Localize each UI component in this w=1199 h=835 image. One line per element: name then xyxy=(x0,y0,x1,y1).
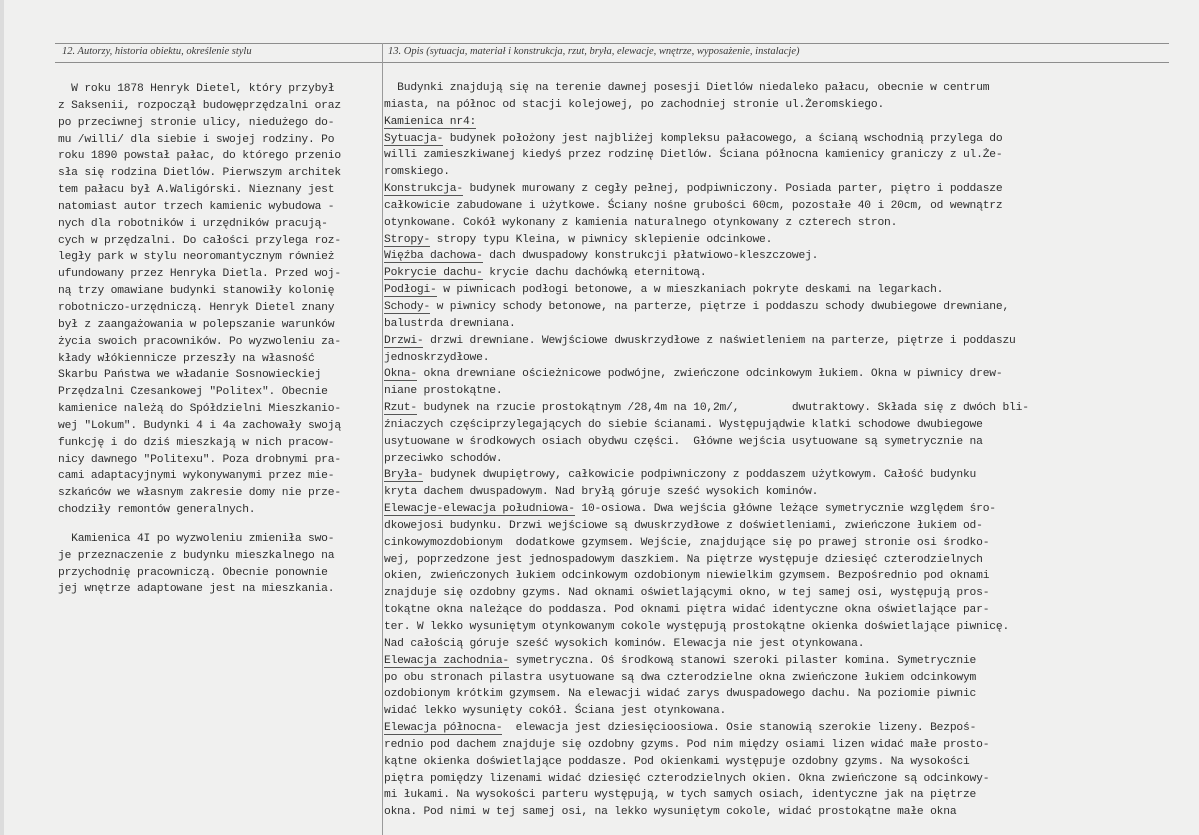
description-line xyxy=(384,787,1029,804)
description-line xyxy=(384,434,1029,451)
history-line: Kamienica 4I po wyzwoleniu zmieniła swo- xyxy=(58,532,335,545)
description-line xyxy=(384,737,1029,754)
description-text: mi łukami. Na wysokości parteru występują, w tych samych osiach, identyczne jak na piętrze xyxy=(384,789,977,802)
history-line: chodziły remontów generalnych. xyxy=(58,504,256,517)
history-line: ną trzy omawiane budynki stanowiły kolonię xyxy=(58,285,335,298)
section-label: Elewacje-elewacja południowa- xyxy=(384,503,575,516)
description-text: willi zamieszkiwanej kiedyś przez rodzinę Dietlów. Ściana północna kamienicy graniczy z ul.Że- xyxy=(384,149,1003,162)
history-line: tem pałacu był A.Waligórski. Nieznany jest xyxy=(58,184,335,197)
description-line xyxy=(384,181,1029,198)
description-text: krycie dachu dachówką eternitową. xyxy=(482,267,707,280)
description-line xyxy=(384,754,1029,771)
history-line: nicy dawnego "Politexu". Poza drobnymi pra- xyxy=(58,453,341,466)
description-text: jednoskrzydłowe. xyxy=(384,351,490,364)
description-text: budynek na rzucie prostokątnym /28,4m na 10,2m/, dwutraktowy. Składa się z dwóch bli- xyxy=(416,402,1029,415)
history-line: Przędzalni Czesankowej "Politex". Obecnie xyxy=(58,386,328,399)
description-line xyxy=(384,501,1029,518)
description-line xyxy=(384,232,1029,249)
history-line: sła się rodzina Dietlów. Pierwszym architek xyxy=(58,167,341,180)
description-line xyxy=(384,585,1029,602)
history-line: wej "Lokum". Budynki 4 i 4a zachowały swoją xyxy=(58,419,341,432)
history-line: ufundowany przez Henryka Dietla. Przed woj- xyxy=(58,268,341,281)
description-text: okna drewniane ościeżnicowe podwójne, zwieńczone odcinkowym łukiem. Okna w piwnicy drew- xyxy=(416,368,1003,381)
section-label: Kamienica nr4: xyxy=(384,115,477,128)
section-label: Pokrycie dachu- xyxy=(384,267,483,280)
description-text: usytuowane w środkowych osiach obydwu części. Główne wejścia usytuowane są symetrycznie na xyxy=(384,435,983,448)
history-line: cami adaptacyjnymi wykonywanymi przez mie- xyxy=(58,470,335,483)
description-line xyxy=(384,114,1029,131)
description-text: miasta, na północ od stacji kolejowej, po zachodniej stronie ul.Żeromskiego. xyxy=(384,98,885,111)
description-line xyxy=(384,568,1029,585)
description-line xyxy=(384,686,1029,703)
description-text: budynek murowany z cegły pełnej, podpiwniczony. Posiada parter, piętro i poddasze xyxy=(462,183,1003,196)
history-line: nych dla robotników i urzędników pracują- xyxy=(58,217,328,230)
history-line: legły park w stylu neoromantycznym również xyxy=(58,251,335,264)
description-text: 10-osiowa. Dwa wejścia główne leżące symetrycznie względem śro- xyxy=(574,503,996,516)
description-line xyxy=(384,720,1029,737)
description-text: budynek położony jest najbliżej kompleksu pałacowego, a ścianą wschodnią przylega do xyxy=(443,132,1003,145)
description-line xyxy=(384,400,1029,417)
section-label: Bryła- xyxy=(384,469,424,482)
section-label: Elewacja zachodnia- xyxy=(384,654,510,667)
description-text: elewacja jest dziesięcioosiowa. Osie stanowią szerokie lizeny. Bezpoś- xyxy=(502,722,977,735)
history-line: cych w przędzalni. Do całości przylega roz- xyxy=(58,234,341,247)
column-divider xyxy=(382,43,383,835)
section-label: Konstrukcja- xyxy=(384,183,463,196)
description-text: Nad całością góruje sześć wysokich kominów. Elewacja nie jest otynkowana. xyxy=(384,637,865,650)
description-line xyxy=(384,467,1029,484)
description-text: Budynki znajdują się na terenie dawnej posesji Dietlów niedaleko pałacu, obecnie w centrum xyxy=(384,82,990,94)
description-text: stropy typu Kleina, w piwnicy sklepienie odcinkowe. xyxy=(430,233,773,246)
history-line: Skarbu Państwa we władanie Sosnowieckiej xyxy=(58,369,322,382)
history-line: po przeciwnej stronie ulicy, niedużego do- xyxy=(58,116,335,129)
paragraph-gap xyxy=(58,519,341,531)
description-text: widać lekko wysunięty cokół. Ściana jest otynkowana. xyxy=(384,705,727,718)
description-line xyxy=(384,484,1029,501)
section-label: Stropy- xyxy=(384,233,431,246)
history-line: był z zaangażowania w polepszanie warunków xyxy=(58,318,335,331)
history-line: W roku 1878 Henryk Dietel, który przybył xyxy=(58,83,335,95)
section-label: Więźba dachowa- xyxy=(384,250,483,263)
description-text: drzwi drewniane. Wewjściowe dwuskrzydłowe z naświetleniem na parterze, piętrze i poddaszu xyxy=(423,334,1016,347)
description-line xyxy=(384,366,1029,383)
history-line: przychodnię pracowniczą. Obecnie ponownie xyxy=(58,566,328,579)
history-line: robotniczo-urzędniczą. Henryk Dietel znany xyxy=(58,301,335,314)
history-line: z Saksenii, rozpoczął budowęprzędzalni oraz xyxy=(58,99,341,112)
description-line xyxy=(384,804,1029,821)
description-line xyxy=(384,703,1029,720)
description-line xyxy=(384,147,1029,164)
description-line xyxy=(384,248,1029,265)
description-text: wej, poprzedzone jest jednospadowym daszkiem. Na piętrze występuje dziesięć czterodzielnych xyxy=(384,553,983,566)
description-line xyxy=(384,451,1029,468)
history-line: natomiast autor trzech kamienic wybudowa - xyxy=(58,200,335,213)
description-text: przeciwko schodów. xyxy=(384,452,503,465)
section-label: Elewacja północna- xyxy=(384,722,503,735)
description-text: ozdobionym krótkim gzymsem. Na elewacji widać zarys dwuspadowego dachu. Na poziomie piwnic xyxy=(384,688,977,701)
description-line xyxy=(384,350,1029,367)
description-line xyxy=(384,164,1029,181)
description-line xyxy=(384,417,1029,434)
section-label: Rzut- xyxy=(384,402,417,415)
section-label: Schody- xyxy=(384,300,431,313)
description-text: cinkowymozdobionym dodatkowe gzymsem. Wejście, znajdujące się po prawej stronie osi środko- xyxy=(384,536,990,549)
description-text: otynkowane. Cokół wykonany z kamienia naturalnego otynkowany z czterech stron. xyxy=(384,216,898,229)
description-line xyxy=(384,535,1029,552)
description-text: znajduje się ozdobny gzyms. Nad oknami oświetlającymi okno, w tej samej osi, występują pros- xyxy=(384,587,990,600)
section-label: Okna- xyxy=(384,368,417,381)
description-line xyxy=(384,299,1029,316)
description-line xyxy=(384,316,1029,333)
description-text: okna. Pod nimi w tej samej osi, na lekko wysuniętym cokole, widać prostokątne małe okna xyxy=(384,806,957,819)
description-line xyxy=(384,771,1029,788)
description-line xyxy=(384,97,1029,114)
description-line xyxy=(384,80,1029,97)
section-label: Drzwi- xyxy=(384,334,424,347)
description-line xyxy=(384,215,1029,232)
description-line xyxy=(384,552,1029,569)
description-text: dkowejosi budynku. Drzwi wejściowe są dwuskrzydłowe z doświetleniami, zwieńczone łukiem od- xyxy=(384,519,983,532)
description-line xyxy=(384,670,1029,687)
description-text: tokątne okna należące do poddasza. Pod oknami piętra widać identyczne okna oświetlające par- xyxy=(384,604,990,617)
description-line xyxy=(384,602,1029,619)
history-line: kamienice należą do Spółdzielni Mieszkanio- xyxy=(58,403,341,416)
history-line: jej wnętrze adaptowane jest na mieszkania. xyxy=(58,583,335,596)
description-line xyxy=(384,333,1029,350)
description-text: dach dwuspadowy konstrukcji płatwiowo-kleszczowej. xyxy=(482,250,819,263)
history-line: je przeznaczenie z budynku mieszkalnego na xyxy=(58,549,335,562)
description-text: okien, zwieńczonych łukiem odcinkowym ozdobionym niewielkim gzymsem. Bezpośrednio pod oknami xyxy=(384,570,990,583)
header-bottom-rule xyxy=(55,62,1169,63)
description-text: symetryczna. Oś środkową stanowi szeroki pilaster komina. Symetrycznie xyxy=(509,654,977,667)
description-text: kątne okienka doświetlające poddasze. Pod okienkami występuje ozdobny gzyms. Na wysokości xyxy=(384,755,970,768)
history-line: mu /willi/ dla siebie i swojej rodziny. Po xyxy=(58,133,335,146)
description-text: całkowicie zabudowane i użytkowe. Ściany nośne grubości 60cm, pozostałe 40 i 20cm, od wewnątrz xyxy=(384,199,1003,212)
description-text: w piwnicy schody betonowe, na parterze, piętrze i poddaszu schody dwubiegowe drewniane, xyxy=(430,300,1010,313)
description-line xyxy=(384,518,1029,535)
description-line xyxy=(384,131,1029,148)
description-text: źniaczych częściprzylegających do siebie ścianami. Występujądwie klatki schodowe dwubiegowe xyxy=(384,418,983,431)
history-line: kłady włókiennicze przeszły na własność xyxy=(58,352,315,365)
section-label: Sytuacja- xyxy=(384,132,444,145)
description-text: ter. W lekko wysuniętym otynkowanym cokole występują prostokątne okienka doświetlające piwnicę. xyxy=(384,621,1010,633)
description-line xyxy=(384,619,1029,636)
history-line: funkcję i do dziś mieszkają w nich pracow- xyxy=(58,436,335,449)
section-13-heading: 13. Opis (sytuacja, materiał i konstrukcja, rzut, bryła, elewacje, wnętrze, wyposażenie, instalacje) xyxy=(388,46,800,57)
history-column xyxy=(58,81,341,598)
scan-edge xyxy=(0,0,4,835)
header-top-rule xyxy=(55,43,1169,44)
description-line xyxy=(384,636,1029,653)
description-text: po obu stronach pilastra usytuowane są dwa czterodzielne okna zwieńczone łukiem odcinkowym xyxy=(384,671,977,684)
history-line: szkańców we własnym zakresie domy nie prze- xyxy=(58,487,341,500)
description-text: niane prostokątne. xyxy=(384,385,503,398)
description-line xyxy=(384,383,1029,400)
description-text: balustrda drewniana. xyxy=(384,317,516,330)
description-line xyxy=(384,265,1029,282)
section-12-heading: 12. Autorzy, historia obiektu, określenie stylu xyxy=(62,46,252,57)
description-line xyxy=(384,282,1029,299)
description-text: budynek dwupiętrowy, całkowicie podpiwniczony z poddaszem użytkowym. Całość budynku xyxy=(423,469,977,482)
description-column xyxy=(384,80,1029,821)
description-text: rednio pod dachem znajduje się ozdobny gzyms. Pod nim między osiami lizen widać małe prosto- xyxy=(384,738,990,751)
description-text: w piwnicach podłogi betonowe, a w mieszkaniach pokryte deskami na legarkach. xyxy=(436,284,944,297)
description-text: piętra pomiędzy lizenami widać dziesięć czterodzielnych okien. Okna zwieńczone są odcinkowy- xyxy=(384,772,990,785)
history-line: życia swoich pracowników. Po wyzwoleniu za- xyxy=(58,335,341,348)
section-label: Podłogi- xyxy=(384,284,437,297)
description-line xyxy=(384,198,1029,215)
history-line: roku 1890 powstał pałac, do którego przenio xyxy=(58,150,341,163)
description-text: kryta dachem dwuspadowym. Nad bryłą góruje sześć wysokich kominów. xyxy=(384,486,819,499)
description-text: romskiego. xyxy=(384,166,450,179)
description-line xyxy=(384,653,1029,670)
